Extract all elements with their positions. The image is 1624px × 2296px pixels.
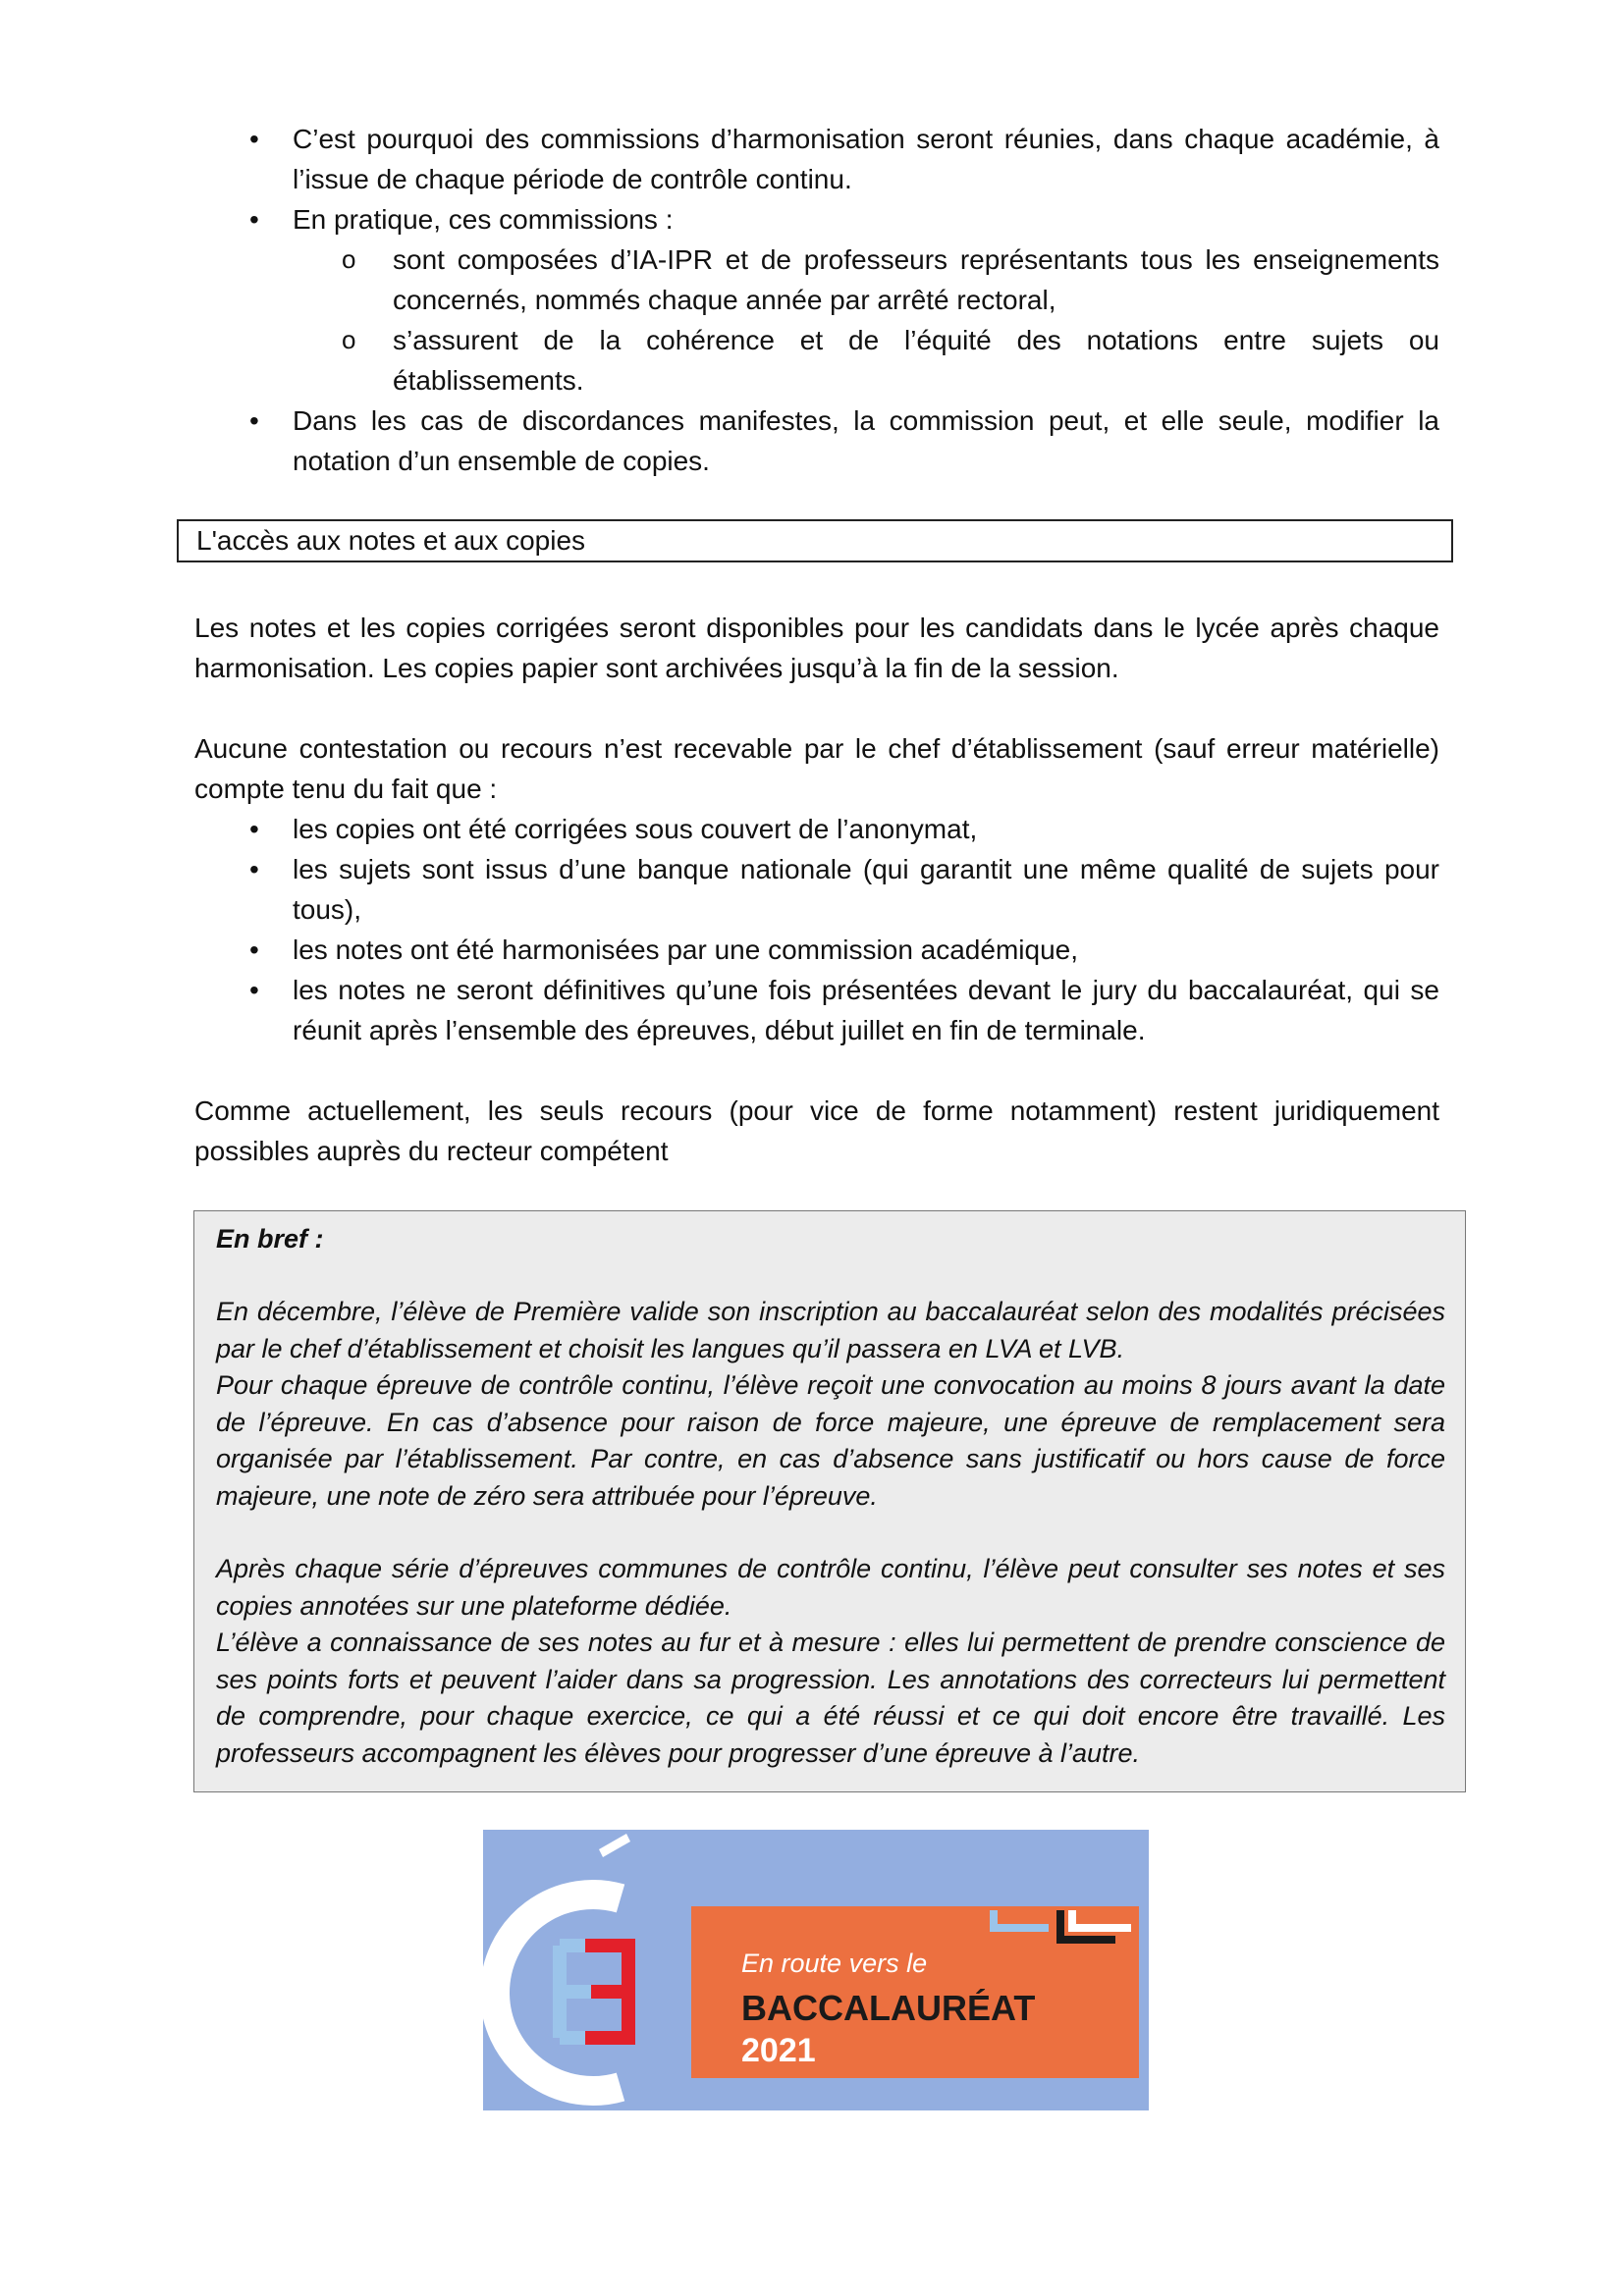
acces-item: les notes ont été harmonisées par une commission académique, xyxy=(293,934,1078,965)
acces-item: les sujets sont issus d’une banque nationale (qui garantit une même qualité de sujets pour tous), xyxy=(293,854,1439,925)
bullet-marker: • xyxy=(249,124,259,154)
summary-paragraph: L’élève a connaissance de ses notes au fur et à mesure : elles lui permettent de prendre conscience de ses points forts et peuvent l’aider dans sa progression. Les annotations des correcteurs lui permettent de comprendre, pour chaque exercice, ce qui a été réussi et ce qui doit encore être travaillé. Les professeurs accompagnent les élèves pour progresser d’une épreuve à l’autre. xyxy=(216,1628,1445,1768)
bullet-marker: • xyxy=(249,934,259,965)
bullet-marker: • xyxy=(249,854,259,884)
sub-bullet-marker: o xyxy=(342,325,356,354)
logo-line-1: En route vers le xyxy=(741,1949,928,1978)
harmonisation-bullet-1: C’est pourquoi des commissions d’harmonisation seront réunies, dans chaque académie, à l’issue de chaque période de contrôle continu. xyxy=(293,124,1439,194)
acces-item: les notes ne seront définitives qu’une fois présentées devant le jury du baccalauréat, qui se réunit après l’ensemble des épreuves, début juillet en fin de terminale. xyxy=(293,975,1439,1045)
logo-graphic xyxy=(483,1830,1149,2110)
harmonisation-bullet-2: En pratique, ces commissions : xyxy=(293,204,674,235)
harmonisation-sub-2: s’assurent de la cohérence et de l’équité des notations entre sujets ou établissements. xyxy=(393,325,1439,396)
red-e-shape xyxy=(585,1946,628,2038)
summary-paragraph: Pour chaque épreuve de contrôle continu, l’élève reçoit une convocation au moins 8 jours avant la date de l’épreuve. En cas d’absence pour raison de force majeure, une épreuve de remplacement sera organisée par l’établissement. Par contre, en cas d’absence sans justificatif ou hors cause de force majeure, une note de zéro sera attribuée pour l’épreuve. xyxy=(216,1370,1445,1511)
summary-box xyxy=(193,1210,1466,1792)
summary-paragraph: En décembre, l’élève de Première valide son inscription au baccalauréat selon des modalités précisées par le chef d’établissement et choisit les langues qu’il passera en LVA et LVB. xyxy=(216,1297,1445,1363)
harmonisation-sub-1: sont composées d’IA-IPR et de professeurs représentants tous les enseignements concernés, nommés chaque année par arrêté rectoral, xyxy=(393,244,1439,315)
logo-line-3: 2021 xyxy=(741,2032,816,2069)
acces-item: les copies ont été corrigées sous couvert de l’anonymat, xyxy=(293,814,978,844)
summary-title: En bref : xyxy=(216,1224,324,1254)
accent-shape xyxy=(599,1834,630,1857)
acces-paragraph-3: Comme actuellement, les seuls recours (pour vice de forme notamment) restent juridiquement possibles auprès du recteur compétent xyxy=(194,1095,1439,1166)
harmonisation-bullet-3: Dans les cas de discordances manifestes, la commission peut, et elle seule, modifier la notation d’un ensemble de copies. xyxy=(293,405,1439,476)
acces-paragraph-1: Les notes et les copies corrigées seront disponibles pour les candidats dans le lycée après chaque harmonisation. Les copies papier sont archivées jusqu’à la fin de la session. xyxy=(194,613,1439,683)
baccalaureat-logo xyxy=(483,1830,1149,2110)
sub-bullet-marker: o xyxy=(342,244,356,274)
bullet-marker: • xyxy=(249,814,259,844)
summary-paragraph: Après chaque série d’épreuves communes de contrôle continu, l’élève peut consulter ses notes et ses copies annotées sur une plateforme dédiée. xyxy=(216,1554,1445,1621)
bullet-marker: • xyxy=(249,975,259,1005)
section-heading: L'accès aux notes et aux copies xyxy=(177,519,1453,562)
bullet-marker: • xyxy=(249,405,259,436)
bullet-marker: • xyxy=(249,204,259,235)
logo-line-2: BACCALAURÉAT xyxy=(741,1988,1036,2028)
acces-paragraph-2: Aucune contestation ou recours n’est recevable par le chef d’établissement (sauf erreur matérielle) compte tenu du fait que : xyxy=(194,733,1439,804)
